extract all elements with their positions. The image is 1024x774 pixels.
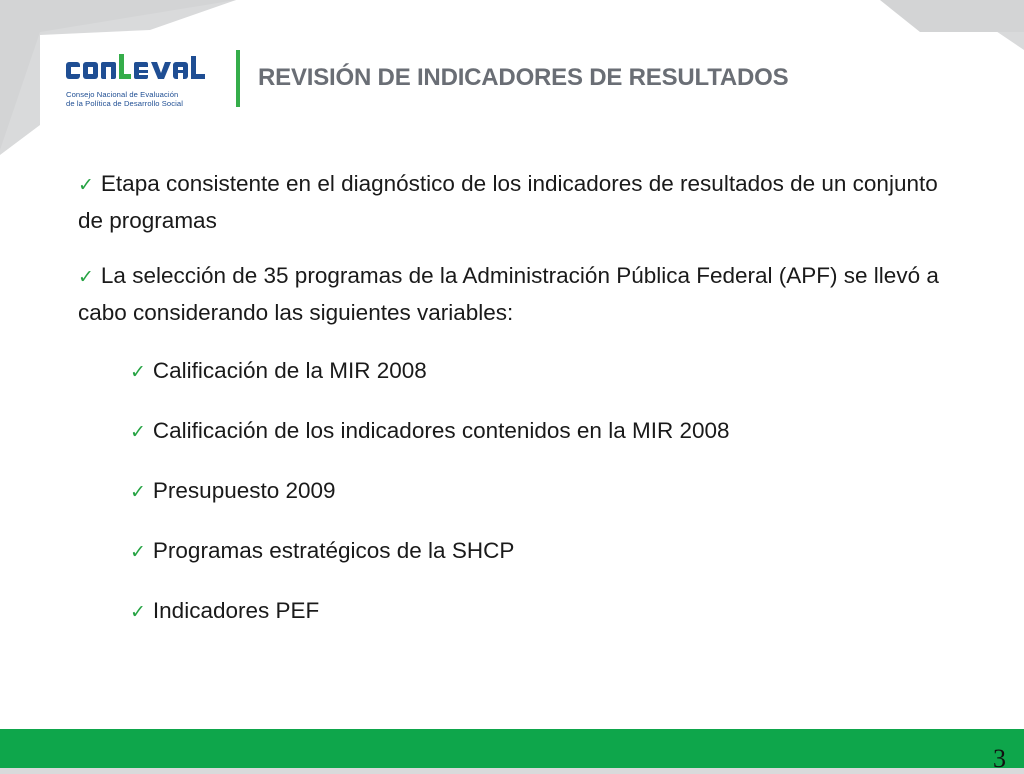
coneval-logo [66, 52, 216, 114]
sub-bullet-item [130, 353, 427, 390]
logo-subtitle-line2: de la Política de Desarrollo Social [66, 99, 184, 108]
sub-bullet-item [130, 473, 336, 510]
sub-bullet-text: Presupuesto 2009 [152, 478, 336, 503]
logo-subtitle-line1: Consejo Nacional de Evaluación [66, 90, 179, 99]
checkmark-icon: ✓ [130, 541, 146, 563]
slide-title: REVISIÓN DE INDICADORES DE RESULTADOS [258, 64, 789, 91]
bullet-item [78, 258, 978, 330]
sub-bullet-item [130, 413, 730, 450]
sub-bullet-text: Indicadores PEF [152, 598, 320, 623]
header-divider [236, 50, 240, 107]
logo-subtitle [66, 90, 216, 108]
sub-bullet-text: Calificación de los indicadores contenidos en la MIR 2008 [152, 418, 730, 443]
footer-bar [0, 729, 1024, 768]
bullet-item [78, 166, 958, 238]
checkmark-icon: ✓ [130, 601, 146, 623]
checkmark-icon: ✓ [78, 266, 94, 288]
checkmark-icon: ✓ [130, 421, 146, 443]
sub-bullet-item [130, 533, 514, 570]
coneval-wordmark [66, 52, 212, 86]
checkmark-icon: ✓ [130, 481, 146, 503]
page-number: 3 [993, 744, 1006, 773]
bullet-text: Etapa consistente en el diagnóstico de los indicadores de resultados de un conjunto de programas [78, 171, 938, 233]
sub-bullet-item [130, 593, 319, 630]
sub-bullet-text: Calificación de la MIR 2008 [152, 358, 427, 383]
bullet-text: La selección de 35 programas de la Administración Pública Federal (APF) se llevó a cabo considerando las siguientes variables: [78, 263, 939, 325]
checkmark-icon: ✓ [78, 174, 94, 196]
sub-bullet-text: Programas estratégicos de la SHCP [152, 538, 515, 563]
checkmark-icon: ✓ [130, 361, 146, 383]
